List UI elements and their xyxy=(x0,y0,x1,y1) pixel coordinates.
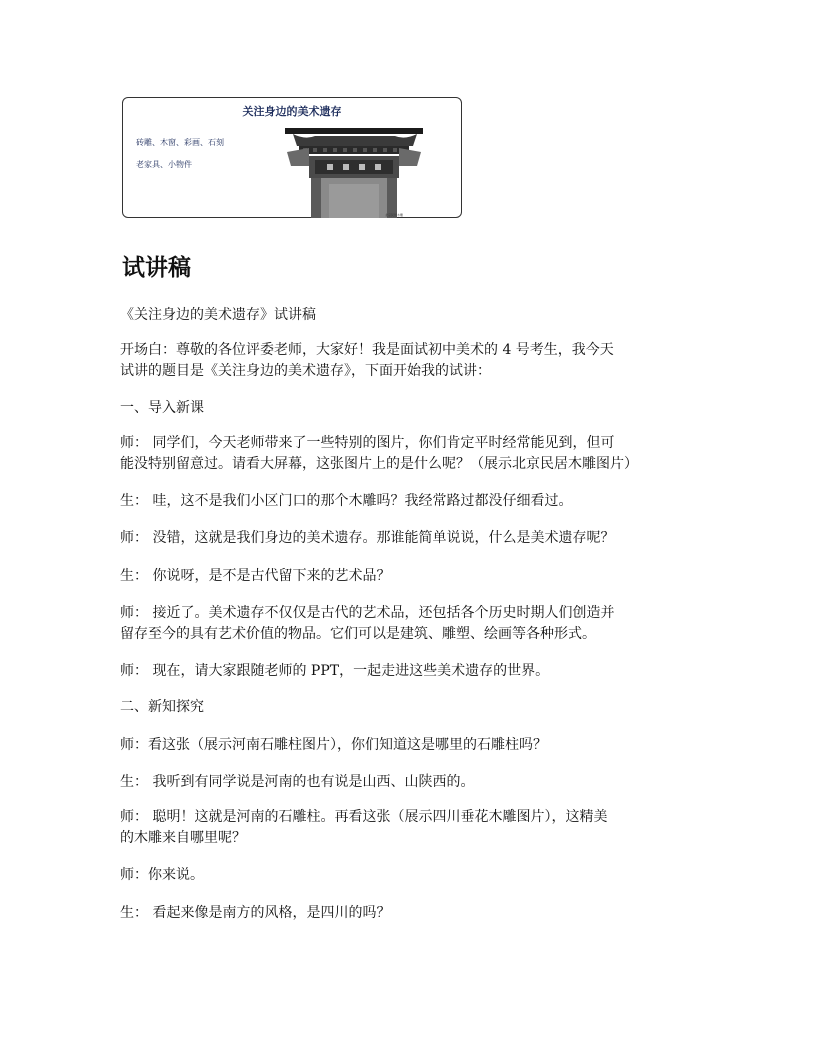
paragraph-line: 《关注身边的美术遗存》试讲稿 xyxy=(120,307,316,323)
paragraph-line: 师： 现在，请大家跟随老师的 PPT，一起走进这些美术遗存的世界。 xyxy=(120,663,550,679)
paragraph-line: 师：你来说。 xyxy=(120,867,204,883)
paragraph-line: 一、导入新课 xyxy=(120,400,204,416)
slide-bullet-2: 老家具、小物件 xyxy=(136,160,192,169)
paragraph-line: 生： 你说呀，是不是古代留下来的艺术品？ xyxy=(120,568,391,584)
paragraph-line: 生： 我听到有同学说是河南的也有说是山西、山陕西的。 xyxy=(120,774,475,790)
paragraph-line: 二、新知探究 xyxy=(120,699,204,715)
gate-caption: 北京民居木雕 xyxy=(385,213,404,217)
page-title: 试讲稿 xyxy=(122,255,191,281)
paragraph-line: 的木雕来自哪里呢？ xyxy=(120,830,246,846)
gate-image xyxy=(285,126,423,218)
paragraph-line: 能没特别留意过。请看大屏幕，这张图片上的是什么呢？（展示北京民居木雕图片） xyxy=(120,456,638,472)
paragraph-line: 生： 哇，这不是我们小区门口的那个木雕吗？我经常路过都没仔细看过。 xyxy=(120,493,573,509)
slide-thumbnail xyxy=(122,97,462,218)
paragraph-line: 留存至今的具有艺术价值的物品。它们可以是建筑、雕塑、绘画等各种形式。 xyxy=(120,626,596,642)
slide-bullet-1: 砖雕、木窗、彩画、石刻 xyxy=(136,138,224,147)
paragraph-line: 师： 接近了。美术遗存不仅仅是古代的艺术品，还包括各个历史时期人们创造并 xyxy=(120,605,615,621)
paragraph-line: 师： 聪明！这就是河南的石雕柱。再看这张（展示四川垂花木雕图片），这精美 xyxy=(120,809,608,825)
slide-title: 关注身边的美术遗存 xyxy=(242,105,342,118)
paragraph-line: 试讲的题目是《关注身边的美术遗存》，下面开始我的试讲： xyxy=(120,363,491,379)
paragraph-line: 师：看这张（展示河南石雕柱图片），你们知道这是哪里的石雕柱吗？ xyxy=(120,737,547,753)
paragraph-line: 师： 没错，这就是我们身边的美术遗存。那谁能简单说说，什么是美术遗存呢？ xyxy=(120,530,615,546)
paragraph-line: 开场白：尊敬的各位评委老师，大家好！我是面试初中美术的 4 号考生，我今天 xyxy=(120,342,614,358)
paragraph-line: 师： 同学们，今天老师带来了一些特别的图片，你们肯定平时经常能见到，但可 xyxy=(120,435,615,451)
paragraph-line: 生： 看起来像是南方的风格，是四川的吗？ xyxy=(120,905,391,921)
